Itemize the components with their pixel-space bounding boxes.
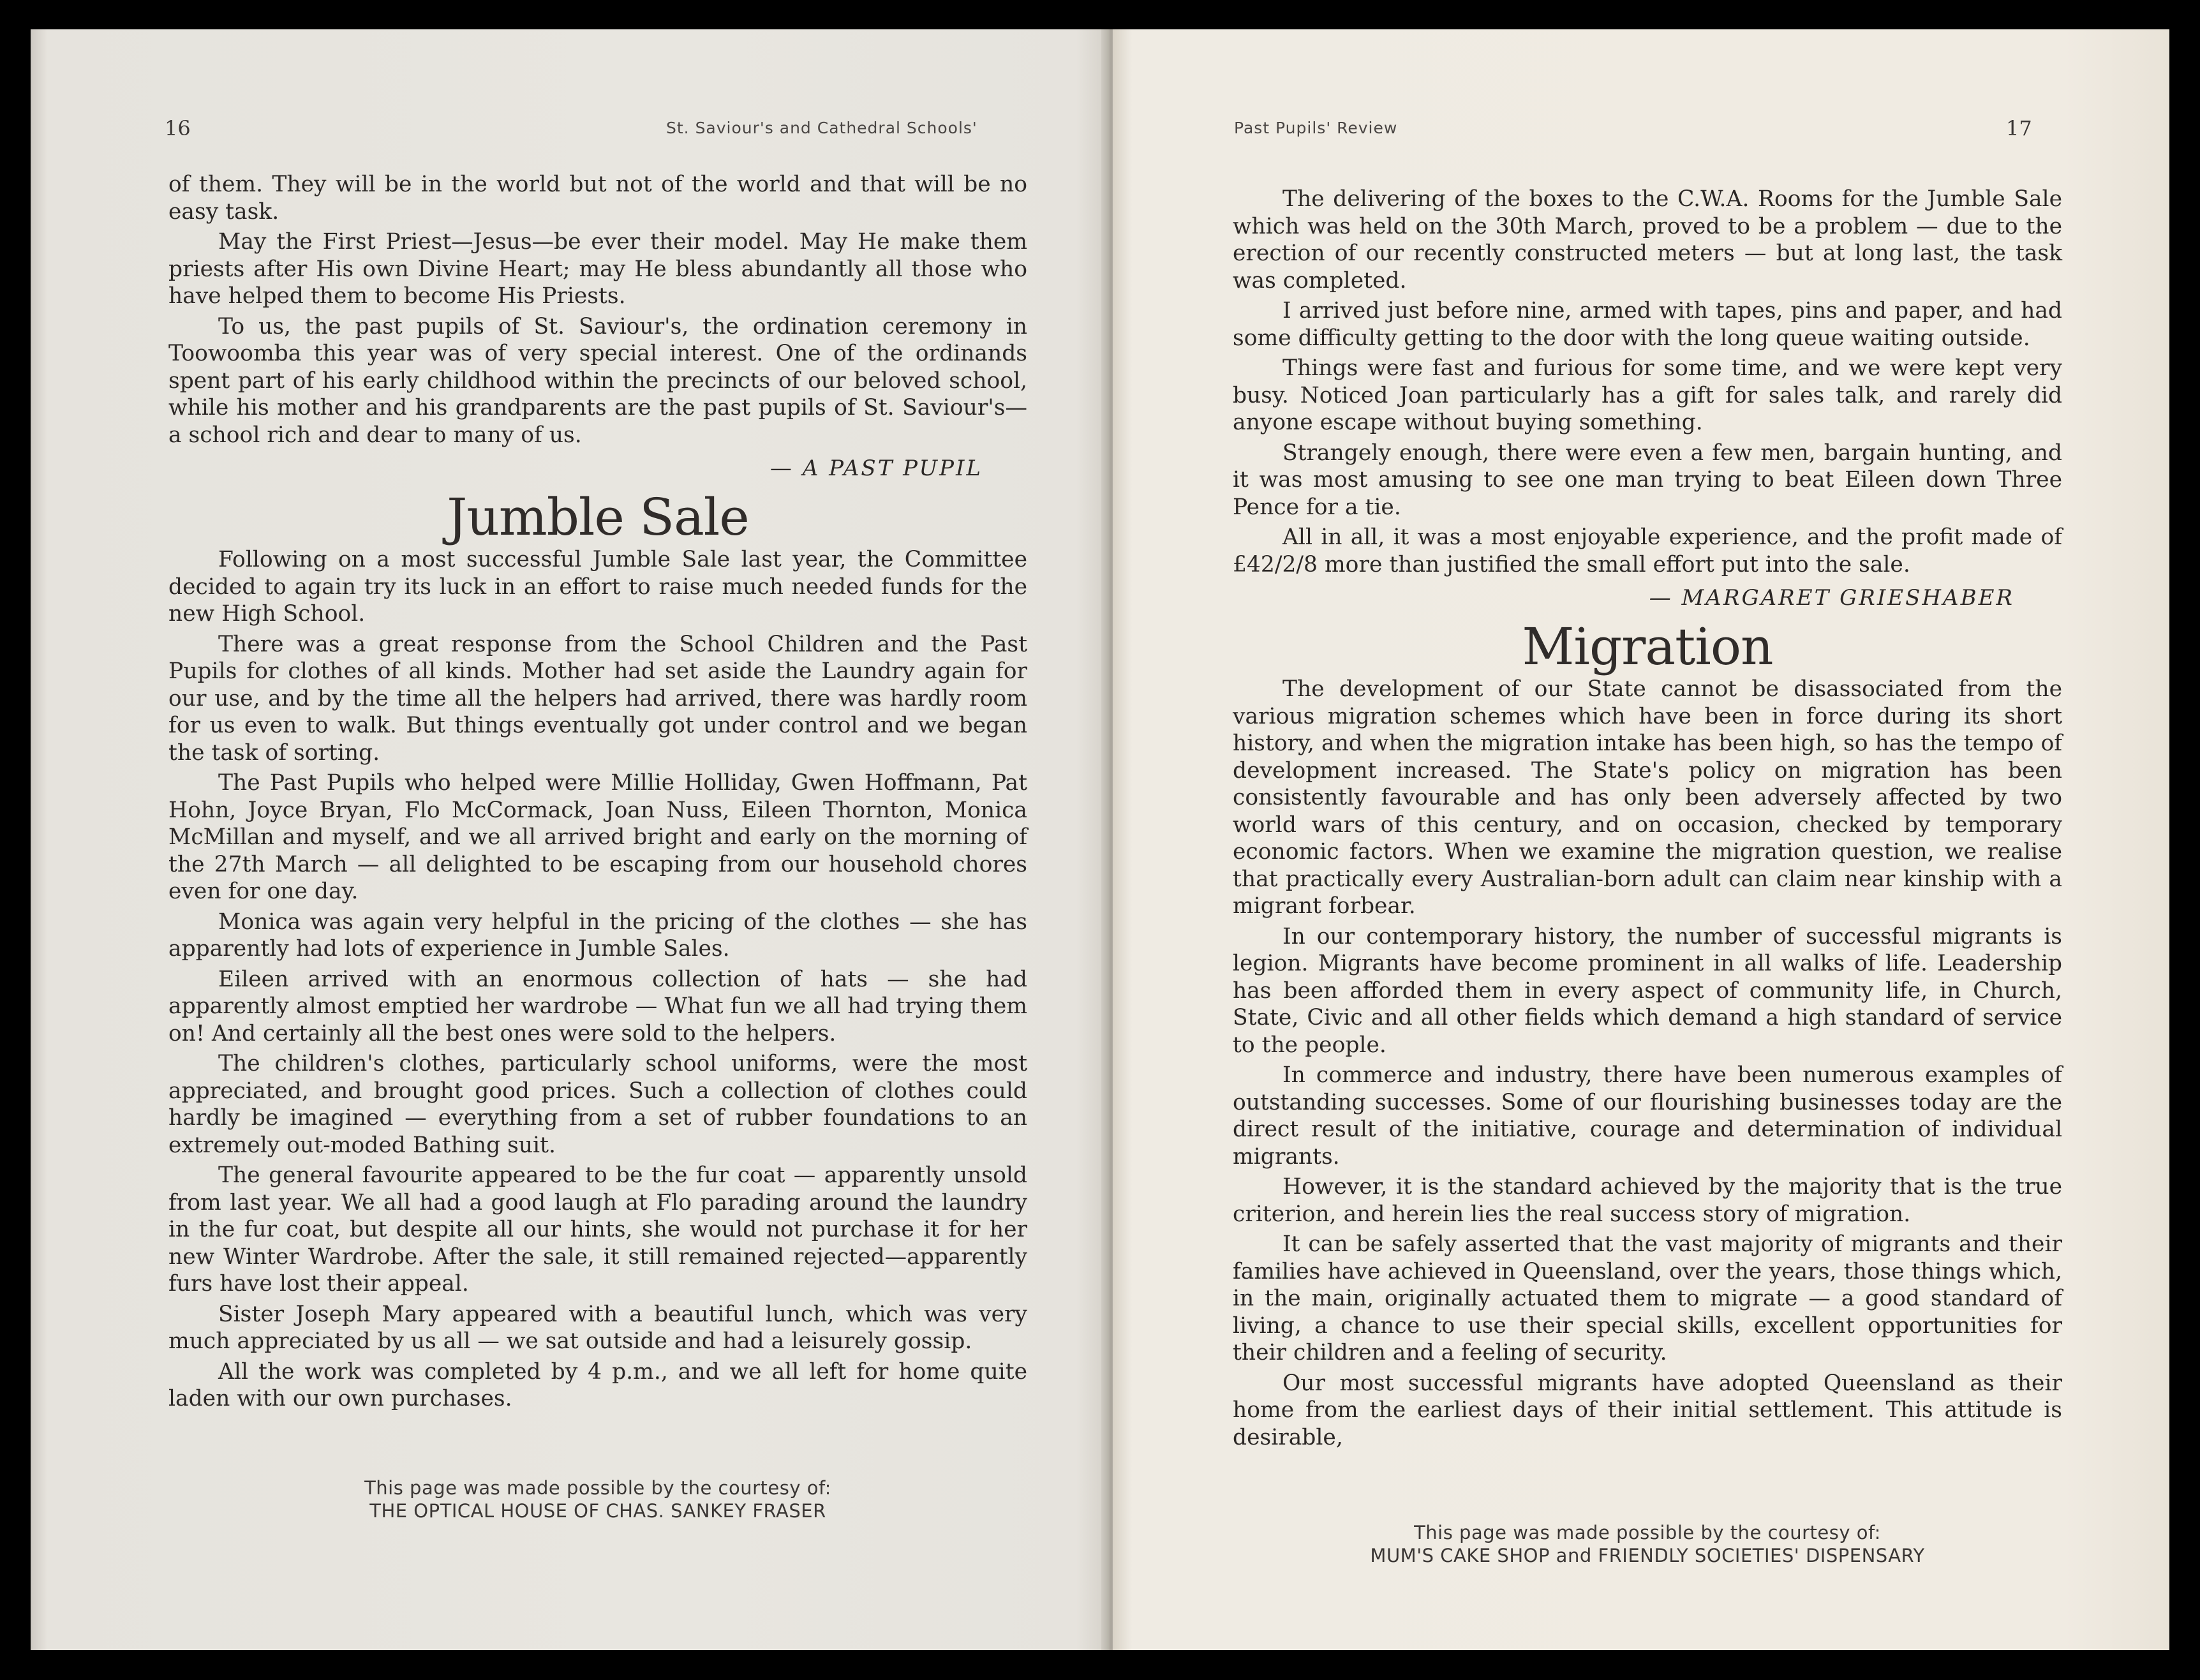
paragraph: Things were fast and furious for some time, and we were kept very busy. Noticed Joan particularly has a gift for sales talk, and rarely did anyone escape without buying something.: [1233, 355, 2062, 435]
section-title: Jumble Sale: [447, 487, 749, 547]
byline: — MARGARET GRIESHABER: [1649, 585, 2014, 611]
byline: — A PAST PUPIL: [769, 456, 983, 481]
paragraph: The Past Pupils who helped were Millie Holliday, Gwen Hoffmann, Pat Hohn, Joyce Bryan, Flo McCormack, Joan Nuss, Eileen Thornton, Monica McMillan and myself, and we all arrived bright and early on the morning of the 27th March — all delighted to be escaping from our household chores even for one day.: [168, 770, 1027, 904]
right-page: [1113, 29, 2169, 1650]
paragraph: However, it is the standard achieved by the majority that is the true criterion, and herein lies the real success story of migration.: [1233, 1174, 2062, 1227]
paragraph: The delivering of the boxes to the C.W.A. Rooms for the Jumble Sale which was held on the 30th March, proved to be a problem — due to the erection of our recently constructed meters — but at long last, the task was completed.: [1233, 186, 2062, 294]
paragraph: Following on a most successful Jumble Sale last year, the Committee decided to again try its luck in an effort to raise much needed funds for the new High School.: [168, 547, 1027, 627]
courtesy-note: [168, 1476, 1027, 1522]
running-head: Past Pupils' Review: [1234, 119, 1398, 137]
paragraph: To us, the past pupils of St. Saviour's, the ordination ceremony in Toowoomba this year was of very special interest. One of the ordinands spent part of his early childhood within the precincts of our beloved school, while his mother and his grandparents are the past pupils of St. Saviour's— a school rich and dear to many of us.: [168, 313, 1027, 448]
paragraph: Our most successful migrants have adopted Queensland as their home from the earliest days of their initial settlement. This attitude is desirable,: [1233, 1370, 2062, 1450]
left-text-column: [168, 171, 1027, 1416]
paragraph: of them. They will be in the world but not of the world and that will be no easy task.: [168, 172, 1027, 225]
paragraph: Sister Joseph Mary appeared with a beautiful lunch, which was very much appreciated by us all — we sat outside and had a leisurely gossip.: [168, 1301, 1027, 1354]
paragraph: The children's clothes, particularly school uniforms, were the most appreciated, and brought good prices. Such a collection of clothes could hardly be imagined — everything from a set of rubber foundations to an extremely out-moded Bathing suit.: [168, 1051, 1027, 1158]
paragraph: The development of our State cannot be disassociated from the various migration schemes which have been in force during its short history, and when the migration intake has been high, so has the tempo of development increased. The State's policy on migration has been consistently favourable and has only been adversely affected by two world wars of this century, and on occasion, checked by temporary economic factors. When we examine the migration question, we realise that practically every Australian-born adult can claim near kinship with a migrant forbear.: [1233, 676, 2062, 919]
running-head: St. Saviour's and Cathedral Schools': [666, 119, 977, 137]
paragraph: Eileen arrived with an enormous collection of hats — she had apparently almost emptied her wardrobe — What fun we all had trying them on! And certainly all the best ones were sold to the helpers.: [168, 966, 1027, 1046]
left-page: [31, 29, 1109, 1650]
paragraph: It can be safely asserted that the vast majority of migrants and their families have achieved in Queensland, over the years, those things which, in the main, originally actuated them to migrate — a good standard of living, a chance to use their special skills, excellent opportunities for their children and a feeling of security.: [1233, 1231, 2062, 1365]
courtesy-intro: This page was made possible by the courtesy of:: [1414, 1522, 1881, 1543]
paragraph: Strangely enough, there were even a few men, bargain hunting, and it was most amusing to see one man trying to beat Eileen down Three Pence for a tie.: [1233, 440, 2062, 520]
page-number: 16: [165, 116, 191, 140]
section-title: Migration: [1522, 616, 1773, 676]
courtesy-sponsor: MUM'S CAKE SHOP and FRIENDLY SOCIETIES' DISPENSARY: [1370, 1545, 1925, 1566]
right-text-column: [1233, 186, 2062, 1454]
paragraph: In our contemporary history, the number of successful migrants is legion. Migrants have become prominent in all walks of life. Leadership has been afforded them in every aspect of community life, in Church, State, Civic and all other fields which demand a high standard of service to the people.: [1233, 923, 2062, 1058]
courtesy-intro: This page was made possible by the courtesy of:: [364, 1477, 831, 1499]
paragraph: In commerce and industry, there have been numerous examples of outstanding successes. Some of our flourishing businesses today are the direct result of the initiative, courage and determination of individual migrants.: [1233, 1062, 2062, 1170]
paragraph: Monica was again very helpful in the pricing of the clothes — she has apparently had lots of experience in Jumble Sales.: [168, 909, 1027, 962]
paragraph: All the work was completed by 4 p.m., and we all left for home quite laden with our own purchases.: [168, 1358, 1027, 1411]
page-number: 17: [2006, 116, 2032, 140]
courtesy-note: [1233, 1521, 2062, 1567]
courtesy-sponsor: THE OPTICAL HOUSE OF CHAS. SANKEY FRASER: [369, 1500, 826, 1522]
paragraph: There was a great response from the School Children and the Past Pupils for clothes of all kinds. Mother had set aside the Laundry again for our use, and by the time all the helpers had arrived, there was hardly room for us even to walk. But things eventually got under control and we began the task of sorting.: [168, 631, 1027, 766]
paragraph: The general favourite appeared to be the fur coat — apparently unsold from last year. We all had a good laugh at Flo parading around the laundry in the fur coat, but despite all our hints, she would not purchase it for her new Winter Wardrobe. After the sale, it still remained rejected—apparently furs have lost their appeal.: [168, 1163, 1027, 1297]
paragraph: May the First Priest—Jesus—be ever their model. May He make them priests after His own Divine Heart; may He bless abundantly all those who have helped them to become His Priests.: [168, 229, 1027, 309]
paragraph: All in all, it was a most enjoyable experience, and the profit made of £42/2/8 more than justified the small effort put into the sale.: [1233, 524, 2062, 577]
paragraph: I arrived just before nine, armed with tapes, pins and paper, and had some difficulty getting to the door with the long queue waiting outside.: [1233, 298, 2062, 351]
